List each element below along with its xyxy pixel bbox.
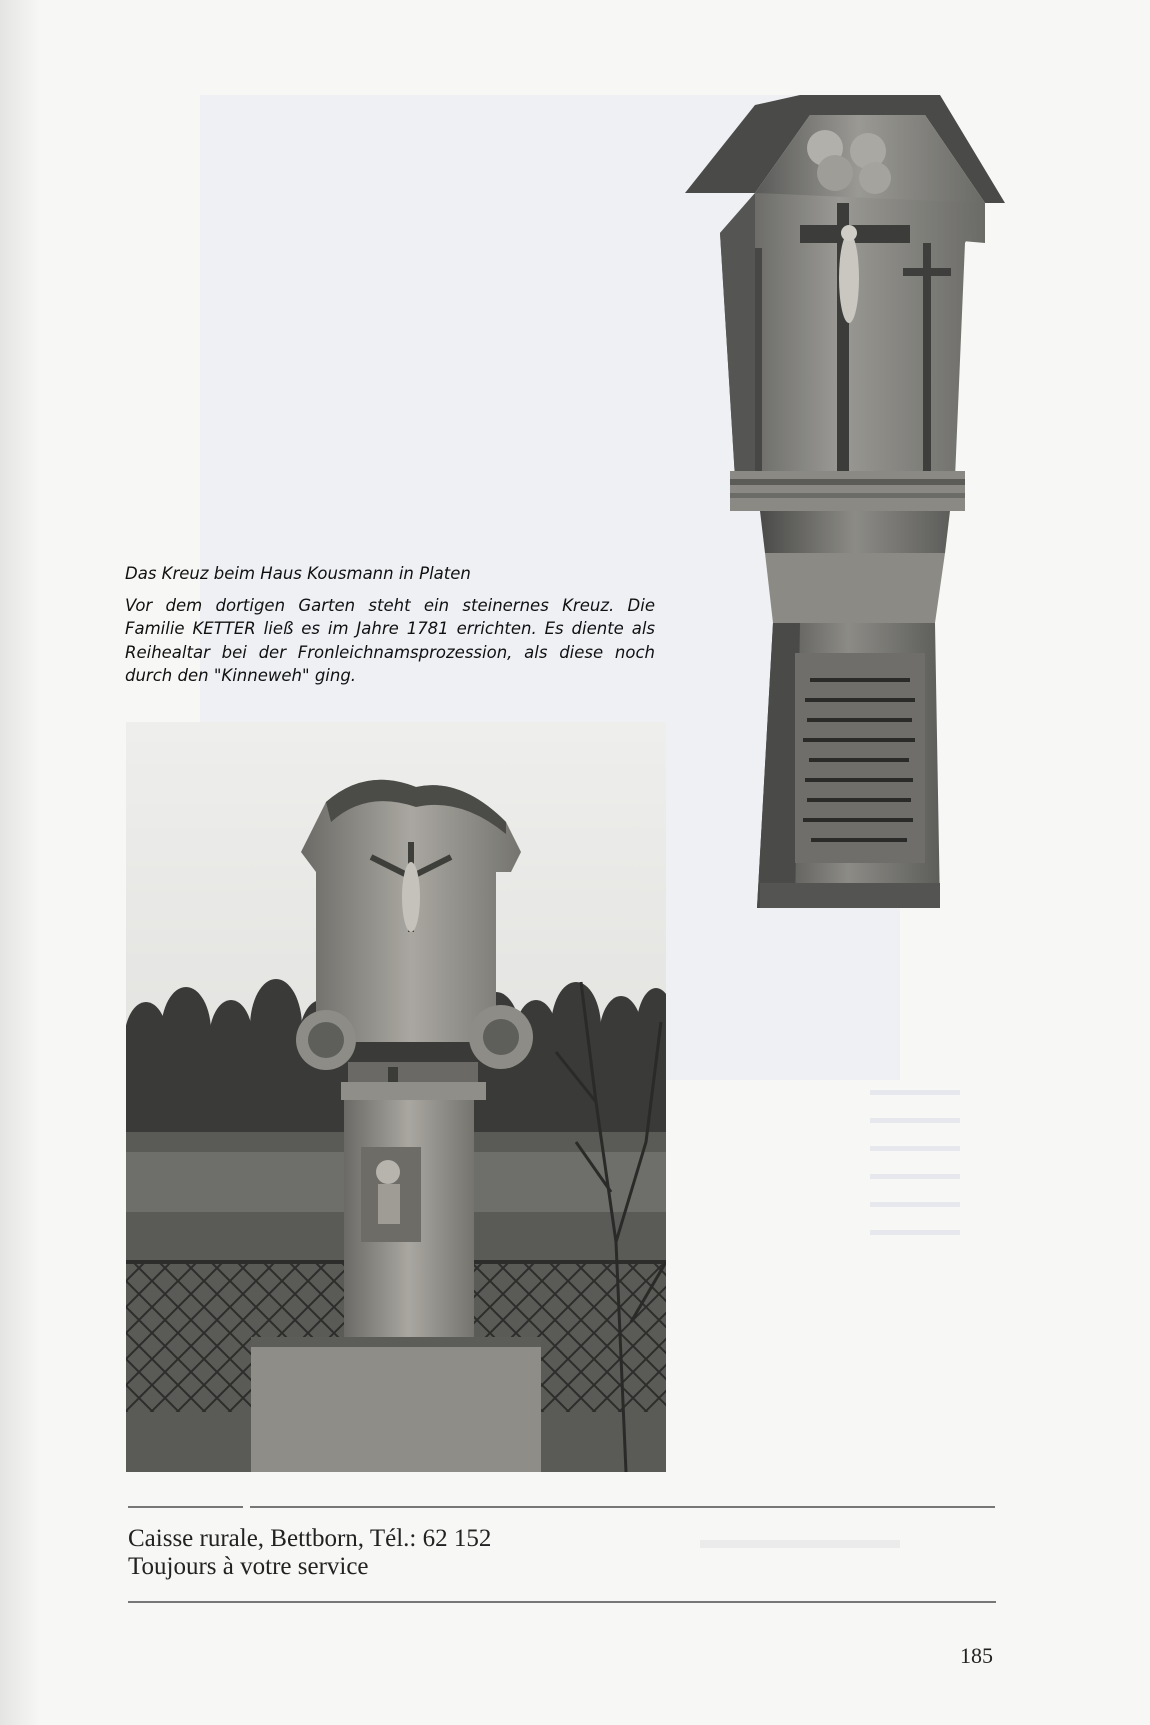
ad-line-bank: Caisse rurale, Bettborn, Tél.: 62 152 [128,1525,492,1552]
photo-wayside-cross [126,722,666,1472]
ad-top-rule-long [250,1506,995,1508]
ad-top-rule-short [128,1506,243,1508]
photo-stone-column [685,93,1005,908]
page-gutter-shadow [0,0,40,1725]
page-number: 185 [960,1643,993,1668]
advertisement [128,1525,491,1581]
caption-body: Vor dem dortigen Garten steht ein steinernes Kreuz. Die Familie KETTER ließ es im Jahre 1781 errichten. Es diente als Reihealtar bei der Fronleichnamsprozession, als diese noch durch den "Kinneweh" ging. [125,595,655,685]
bleed-through-text [870,1090,960,1240]
caption-title: Das Kreuz beim Haus Kousmann in Platen [125,564,471,583]
ghost-text-line [700,1540,900,1548]
ad-bottom-rule [128,1601,996,1603]
ad-line-slogan: Toujours à votre service [128,1553,369,1580]
photo-caption [125,562,655,688]
